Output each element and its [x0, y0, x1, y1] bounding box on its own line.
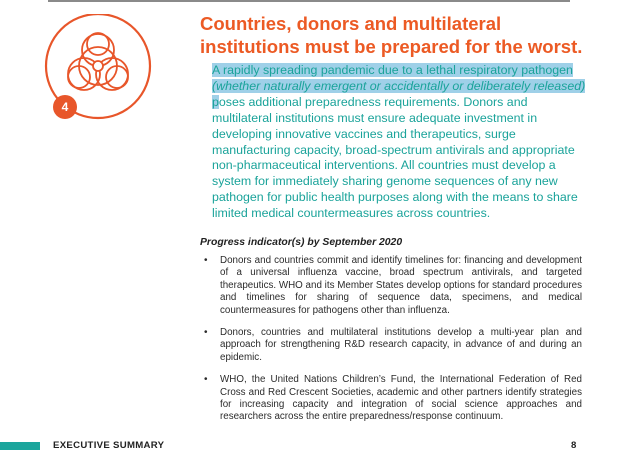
bullet-icon: • [204, 327, 208, 339]
intro-paragraph [212, 63, 588, 222]
list-item [200, 255, 582, 317]
list-item [200, 327, 582, 364]
list-item-text: Donors and countries commit and identify timelines for: financing and development of a universal influenza vaccine, broad spectrum antivirals, and targeted therapeutics. WHO and its Member States develop options for standard procedures and timelines for sharing of sequence data, specimens, and medical countermeasures for pathogens other than influenza. [220, 255, 582, 316]
progress-indicator-list [200, 255, 582, 434]
bullet-icon: • [204, 374, 208, 386]
section-heading: Countries, donors and multilateral institutions must be prepared for the worst. [200, 13, 583, 57]
list-item-text: Donors, countries and multilateral institutions develop a multi-year plan and approach for strengthening R&D research capacity, in advance of and during an epidemic. [220, 327, 582, 363]
page-number: 8 [571, 440, 577, 451]
list-item [200, 374, 582, 424]
progress-indicator-heading: Progress indicator(s) by September 2020 [200, 237, 403, 248]
section-number-badge: 4 [53, 95, 77, 119]
highlighted-plain-text: A rapidly spreading pandemic due to a lethal respiratory pathogen [212, 63, 573, 77]
bullet-icon: • [204, 255, 208, 266]
highlighted-tail-text: p [212, 94, 219, 109]
highlighted-italic-text: (whether naturally emergent or accidentally or deliberately released) [212, 78, 586, 93]
list-item-text: WHO, the United Nations Children’s Fund, the International Federation of Red Cross and Red Crescent Societies, academic and other partners identify strategies for increasing capacity and integration of social science approaches and researchers across the entire preparedness/response continuum. [220, 374, 582, 423]
footer-section-label: EXECUTIVE SUMMARY [53, 440, 165, 451]
top-divider [48, 0, 570, 2]
intro-body-text: oses additional preparedness requirements. Donors and multilateral institutions must ensure adequate investment in developing innovative vaccines and therapeutics, surge manufacturing capacity, broad-spectrum antivirals and appropriate non-pharmaceutical interventions. All countries must develop a system for immediately sharing genome sequences of any new pathogen for public health purposes along with the means to share limited medical countermeasures across countries. [212, 94, 578, 221]
footer-accent-bar [0, 442, 40, 450]
